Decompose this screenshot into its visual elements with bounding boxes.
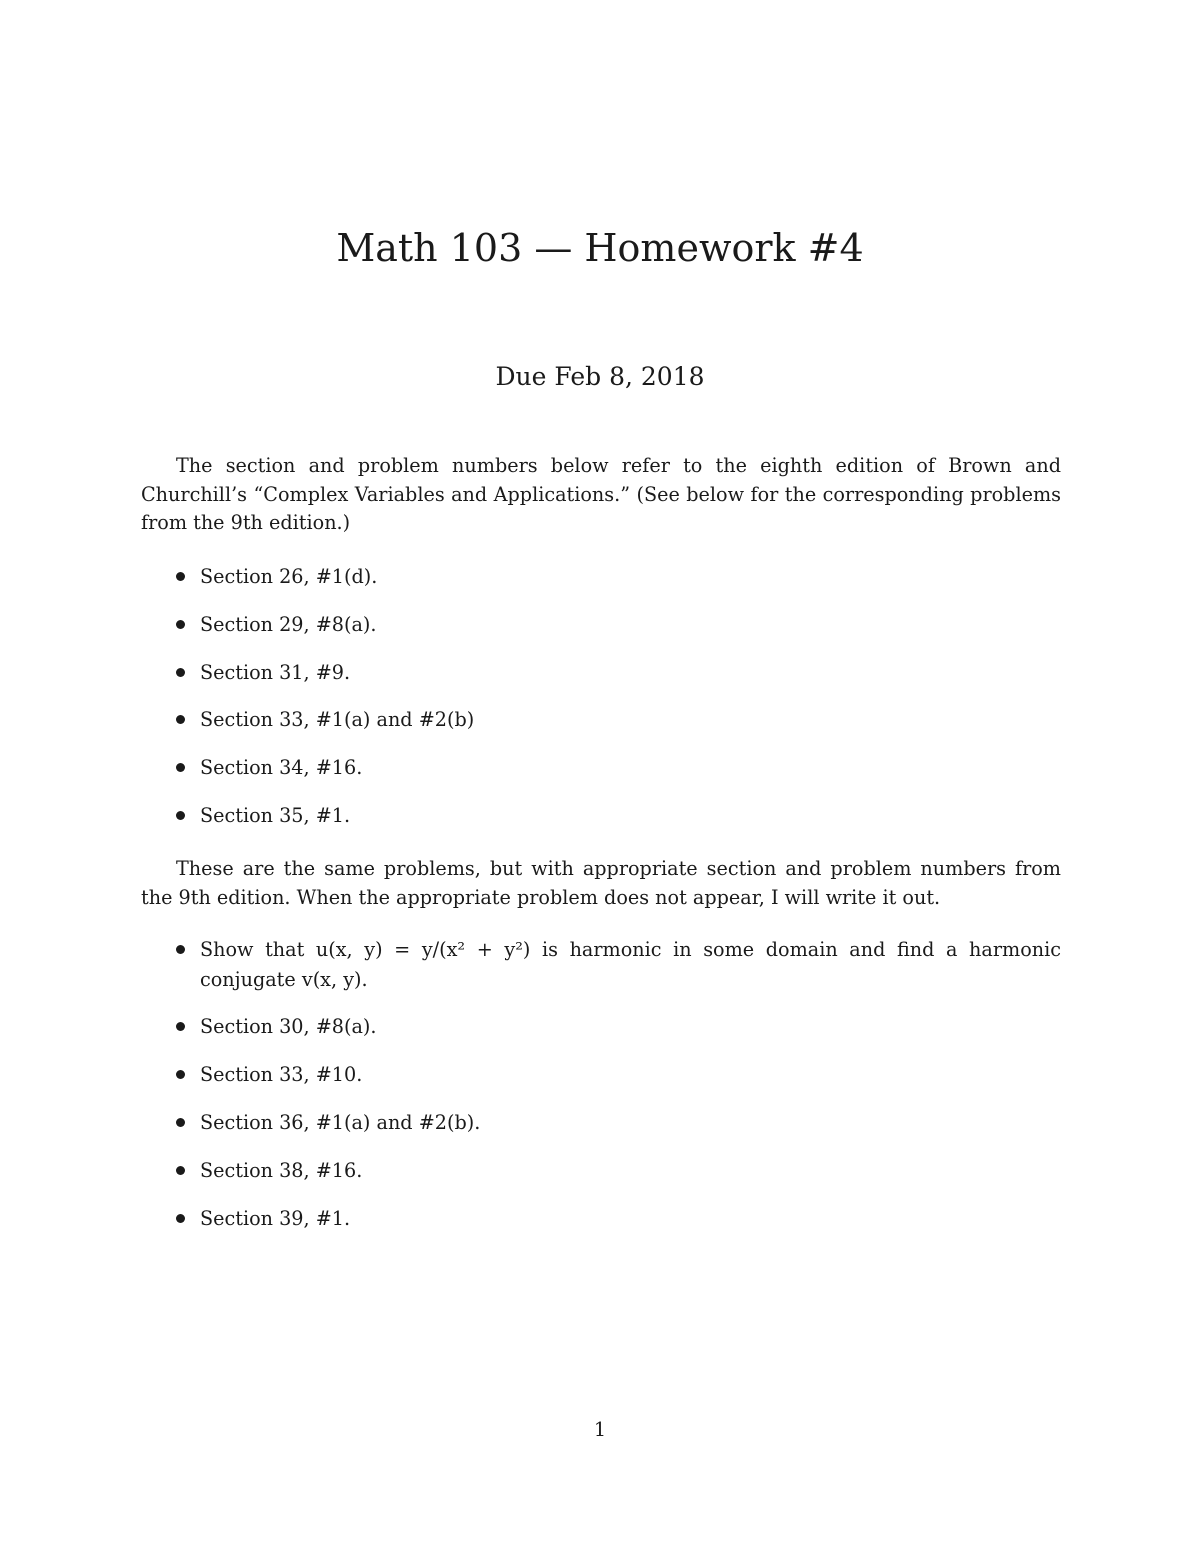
bullet-icon bbox=[176, 1166, 185, 1175]
page-title: Math 103 — Homework #4 bbox=[336, 226, 864, 270]
due-date: Due Feb 8, 2018 bbox=[495, 362, 705, 391]
problem-text: Section 30, #8(a). bbox=[200, 1015, 377, 1038]
bullet-icon bbox=[176, 945, 185, 954]
problem-text: Section 35, #1. bbox=[200, 804, 351, 827]
bullet-icon bbox=[176, 572, 185, 581]
problem-text: Section 31, #9. bbox=[200, 661, 351, 684]
list-item bbox=[176, 753, 1061, 783]
bullet-icon bbox=[176, 1214, 185, 1223]
problem-text: Section 33, #10. bbox=[200, 1063, 363, 1086]
list-item bbox=[176, 658, 1061, 688]
problem-text: Section 34, #16. bbox=[200, 756, 363, 779]
list-item bbox=[176, 801, 1061, 831]
ninth-edition-paragraph-text: These are the same problems, but with appropriate section and problem numbers from the 9th edition. When the appropriate problem does not appear, I will write it out. bbox=[141, 857, 1061, 909]
bullet-icon bbox=[176, 763, 185, 772]
ninth-edition-paragraph bbox=[141, 855, 1061, 912]
list-item bbox=[176, 935, 1061, 995]
problem-text: Section 29, #8(a). bbox=[200, 613, 377, 636]
list-item bbox=[176, 1204, 1061, 1234]
page-number: 1 bbox=[593, 1418, 607, 1441]
list-item bbox=[176, 705, 1061, 735]
bullet-icon bbox=[176, 715, 185, 724]
problem-text: Show that u(x, y) = y/(x² + y²) is harmonic in some domain and find a harmonic conjugate v(x, y). bbox=[200, 938, 1061, 991]
list-item bbox=[176, 1108, 1061, 1138]
bullet-icon bbox=[176, 1022, 185, 1031]
bullet-icon bbox=[176, 1070, 185, 1079]
problem-text: Section 26, #1(d). bbox=[200, 565, 378, 588]
problem-text: Section 36, #1(a) and #2(b). bbox=[200, 1111, 481, 1134]
list-item bbox=[176, 1012, 1061, 1042]
problem-text: Section 39, #1. bbox=[200, 1207, 351, 1230]
bullet-icon bbox=[176, 668, 185, 677]
list-item bbox=[176, 610, 1061, 640]
bullet-icon bbox=[176, 620, 185, 629]
list-item bbox=[176, 1156, 1061, 1186]
intro-paragraph-text: The section and problem numbers below refer to the eighth edition of Brown and Churchill’s “Complex Variables and Applications.” (See below for the corresponding problems from the 9th edition.) bbox=[141, 454, 1061, 534]
intro-paragraph bbox=[141, 452, 1061, 538]
list-item bbox=[176, 562, 1061, 592]
bullet-icon bbox=[176, 811, 185, 820]
bullet-icon bbox=[176, 1118, 185, 1127]
list-item bbox=[176, 1060, 1061, 1090]
problem-text: Section 38, #16. bbox=[200, 1159, 363, 1182]
problem-text: Section 33, #1(a) and #2(b) bbox=[200, 708, 475, 731]
